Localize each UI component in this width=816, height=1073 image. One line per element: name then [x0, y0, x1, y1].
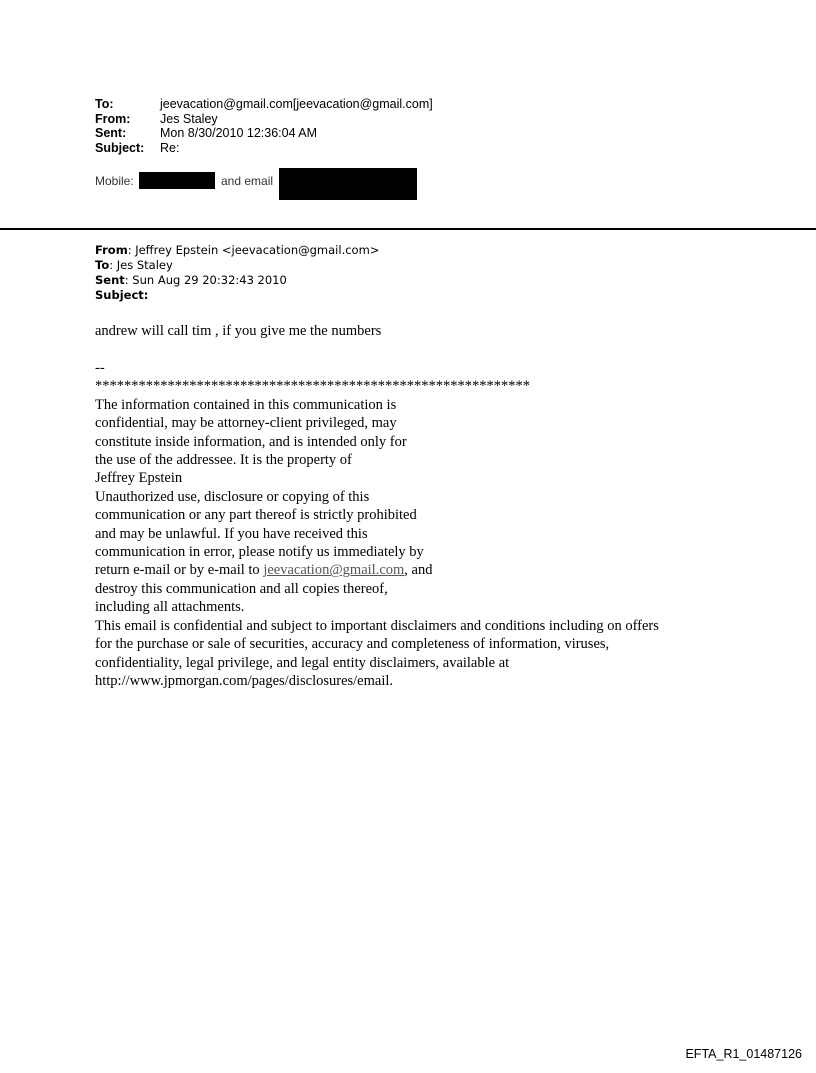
quoted-sent-label: Sent [95, 273, 125, 287]
disclaimer-line: Jeffrey Epstein [95, 470, 183, 487]
signature-block [95, 359, 659, 690]
signature-stars: ************************************************************ [95, 378, 530, 395]
sent-value: Mon 8/30/2010 12:36:04 AM [160, 126, 318, 140]
subject-label: Subject: [95, 140, 145, 155]
quoted-to-label: To [95, 258, 110, 272]
from-value: Jes Staley [160, 111, 218, 126]
disclaimer-return-line [95, 561, 659, 579]
sent-label: Sent: [95, 126, 127, 140]
disclaimer-line: for the purchase or sale of securities, accuracy and completeness of information, viruses, [95, 636, 610, 653]
quoted-subject-value: : [143, 288, 149, 302]
quoted-to-value: : Jes Staley [109, 258, 173, 272]
signature-dashes: -- [95, 360, 105, 376]
message-body: andrew will call tim , if you give me the numbers [95, 323, 382, 339]
quoted-from-label: From [95, 243, 128, 257]
quoted-from-row [95, 243, 379, 258]
disclaimer-line: constitute inside information, and is intended only for [95, 433, 407, 450]
divider [0, 228, 816, 230]
from-row [95, 112, 433, 127]
redaction-box-email [279, 168, 417, 200]
disclaimer-line: communication in error, please notify us immediately by [95, 544, 424, 561]
mobile-label: Mobile: [95, 174, 134, 188]
disclaimer-line: The information contained in this communication is [95, 396, 397, 413]
to-value: jeevacation@gmail.com[jeevacation@gmail.com] [160, 97, 433, 111]
redaction-box-mobile [139, 172, 215, 189]
disclaimer-line: confidential, may be attorney-client privileged, may [95, 415, 397, 432]
quoted-header [95, 243, 379, 303]
document-id: EFTA_R1_01487126 [685, 1047, 802, 1061]
disclaimer-line: destroy this communication and all copies thereof, [95, 580, 388, 597]
disclaimer-line: http://www.jpmorgan.com/pages/disclosures/email. [95, 672, 394, 689]
disclaimer-line: including all attachments. [95, 599, 245, 616]
quoted-from-value: : Jeffrey Epstein <jeevacation@gmail.com> [127, 243, 380, 257]
quoted-sent-row [95, 273, 379, 288]
disclaimer-line: the use of the addressee. It is the property of [95, 452, 352, 469]
return-suffix: , and [404, 562, 433, 579]
email-link[interactable]: jeevacation@gmail.com [263, 562, 405, 579]
disclaimer-line: This email is confidential and subject to important disclaimers and conditions including on offers [95, 617, 659, 634]
email-header [95, 97, 433, 155]
mobile-line [95, 168, 425, 200]
to-row [95, 97, 433, 112]
quoted-subject-row [95, 288, 379, 303]
disclaimer-line: communication or any part thereof is strictly prohibited [95, 507, 417, 524]
quoted-subject-label: Subject [95, 288, 144, 302]
to-label: To: [95, 97, 114, 111]
disclaimer-line: confidentiality, legal privilege, and legal entity disclaimers, available at [95, 654, 510, 671]
disclaimer-line: and may be unlawful. If you have received this [95, 525, 368, 542]
subject-row [95, 141, 433, 156]
quoted-to-row [95, 258, 379, 273]
subject-value: Re: [160, 140, 180, 155]
and-email-label: and email [221, 174, 274, 188]
return-prefix: return e-mail or by e-mail to [95, 562, 264, 579]
from-label: From: [95, 111, 131, 126]
disclaimer-line: Unauthorized use, disclosure or copying of this [95, 488, 370, 505]
sent-row [95, 126, 433, 141]
quoted-sent-value: : Sun Aug 29 20:32:43 2010 [124, 273, 287, 287]
